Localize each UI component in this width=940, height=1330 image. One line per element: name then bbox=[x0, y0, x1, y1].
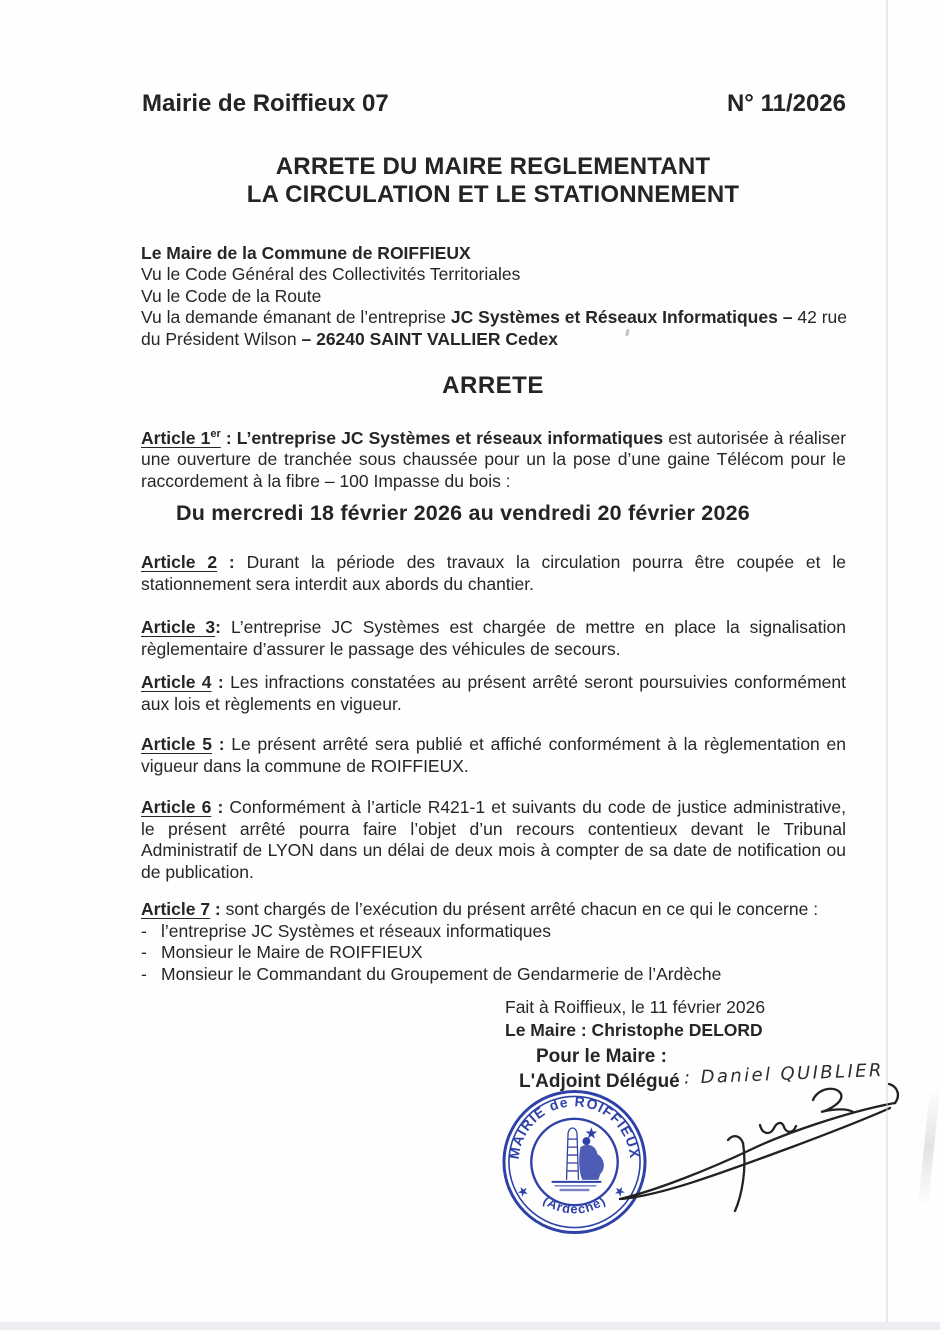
scan-fold-line bbox=[886, 0, 888, 1330]
preamble-request bbox=[141, 307, 847, 350]
article-7-intro: Article 7 : sont chargés de l’exécution du présent arrêté chacun en ce qui le concerne : bbox=[141, 899, 819, 919]
article-6: Article 6 : Conformément à l’article R421-1 et suivants du code de justice administrative, le présent arrêté pourra faire l’objet d’un recours contentieux devant le Tribunal Administratif de LYON dans un délai de deux mois à compter de sa date de notification ou de publication. bbox=[141, 797, 847, 882]
stamp-star-right-icon: ★ bbox=[611, 1181, 629, 1201]
preamble-visa-1: Vu le Code Général des Collectivités Territoriales bbox=[141, 264, 521, 285]
for-the-mayor-line: Pour le Maire : bbox=[536, 1046, 667, 1067]
deputy-title-line: L'Adjoint Délégué bbox=[519, 1071, 680, 1092]
article-5-label: Article 5 bbox=[141, 734, 212, 754]
article-2: Article 2 : Durant la période des travaux la circulation pourra être coupée et le stationnement sera interdit aux abords du chantier. bbox=[141, 552, 846, 594]
article-1-label: Article 1er bbox=[141, 427, 221, 448]
handwritten-deputy-name: : Daniel QUIBLIER bbox=[683, 1059, 885, 1089]
signature-block bbox=[505, 996, 765, 1041]
article-4-label: Article 4 bbox=[141, 672, 212, 692]
article-6-label: Article 6 bbox=[141, 797, 212, 817]
scan-bottom-edge bbox=[0, 1322, 940, 1330]
article-7-label: Article 7 bbox=[141, 899, 211, 919]
article-7 bbox=[141, 899, 846, 985]
request-prefix: Vu la demande émanant de l’entreprise bbox=[141, 307, 451, 328]
title-line-1: ARRETE DU MAIRE REGLEMENTANT bbox=[275, 153, 711, 180]
request-company: JC Systèmes et Réseaux Informatiques – bbox=[450, 307, 798, 328]
article-2-label: Article 2 bbox=[141, 552, 218, 572]
decree-number: N° 11/2026 bbox=[726, 90, 846, 117]
document-title bbox=[141, 153, 845, 209]
article-4-text: Les infractions constatées au présent arrêté seront poursuivies conformément aux lois et règlements en vigueur. bbox=[141, 672, 846, 714]
svg-text:(Ardèche) bbox=[540, 1193, 608, 1217]
stamp-bottom-text: (Ardèche) bbox=[540, 1192, 609, 1217]
article-4: Article 4 : Les infractions constatées au présent arrêté seront poursuivies conformément aux lois et règlements en vigueur. bbox=[141, 672, 846, 714]
article-1-bold-text: : L’entreprise JC Systèmes et réseaux informatiques bbox=[220, 427, 664, 448]
article-5-text: Le présent arrêté sera publié et affiché conformément à la règlementation en vigueur dans la commune de ROIFFIEUX. bbox=[141, 734, 846, 776]
stamp-top-text: MAIRIE de ROIFFIEUX bbox=[505, 1093, 644, 1161]
handwritten-signature bbox=[600, 1070, 940, 1230]
stamp-emblem-figure-icon bbox=[552, 1127, 604, 1191]
document-header bbox=[142, 90, 846, 118]
article-5: Article 5 : Le présent arrêté sera publié et affiché conformément à la règlementation en vigueur dans la commune de ROIFFIEUX. bbox=[141, 734, 846, 776]
place-and-date: Fait à Roiffieux, le 11 février 2026 bbox=[505, 997, 766, 1017]
article-3-text: L’entreprise JC Systèmes est chargée de mettre en place la signalisation règlementaire d’assurer le passage des véhicules de secours. bbox=[141, 617, 846, 659]
article-2-text: Durant la période des travaux la circulation pourra être coupée et le stationnement sera interdit aux abords du chantier. bbox=[141, 552, 846, 594]
request-street: 42 rue du Président Wilson bbox=[141, 307, 847, 349]
preamble-author: Le Maire de la Commune de ROIFFIEUX bbox=[141, 243, 471, 263]
mayor-name-line: Le Maire : Christophe DELORD bbox=[505, 1019, 763, 1040]
execution-item-mayor: Monsieur le Maire de ROIFFIEUX bbox=[161, 942, 423, 962]
article-1 bbox=[141, 424, 846, 492]
decree-heading: ARRETE bbox=[442, 372, 544, 399]
article-1-text: est autorisée à réaliser une ouverture de tranchée sous chaussée pour un la pose d’une gaine Télécom pour le raccordement à la fibre – 100 Impasse du bois : bbox=[141, 427, 847, 491]
execution-item-company: l’entreprise JC Systèmes et réseaux informatiques bbox=[161, 920, 552, 941]
request-city: – 26240 SAINT VALLIER Cedex bbox=[301, 328, 558, 349]
stamp-star-left-icon: ★ bbox=[514, 1181, 532, 1201]
works-period-date-line: Du mercredi 18 février 2026 au vendredi 20 février 2026 bbox=[176, 501, 750, 525]
article-7-text: sont chargés de l’exécution du présent arrêté chacun en ce qui le concerne : bbox=[225, 899, 819, 919]
title-line-2: LA CIRCULATION ET LE STATIONNEMENT bbox=[246, 181, 740, 208]
execution-list-item: - l’entreprise JC Systèmes et réseaux informatiques bbox=[141, 920, 552, 941]
issuing-office: Mairie de Roiffieux 07 bbox=[142, 90, 389, 117]
execution-item-gendarmerie: Monsieur le Commandant du Groupement de Gendarmerie de l’Ardèche bbox=[161, 963, 722, 984]
preamble bbox=[141, 243, 847, 350]
article-6-text: Conformément à l’article R421-1 et suivants du code de justice administrative, le présent arrêté pourra faire l’objet d’un recours contentieux devant le Tribunal Administratif de LYON dans un délai de deux mois à compter de sa date de notification ou de publication. bbox=[141, 797, 847, 882]
preamble-visa-2: Vu le Code de la Route bbox=[141, 285, 322, 306]
article-3: Article 3: L’entreprise JC Systèmes est chargée de mettre en place la signalisation règlementaire d’assurer le passage des véhicules de secours. bbox=[141, 617, 846, 659]
execution-list-item: - Monsieur le Maire de ROIFFIEUX bbox=[141, 942, 423, 962]
article-3-label: Article 3 bbox=[141, 617, 216, 637]
execution-list-item: - Monsieur le Commandant du Groupement de Gendarmerie de l’Ardèche bbox=[141, 963, 722, 984]
